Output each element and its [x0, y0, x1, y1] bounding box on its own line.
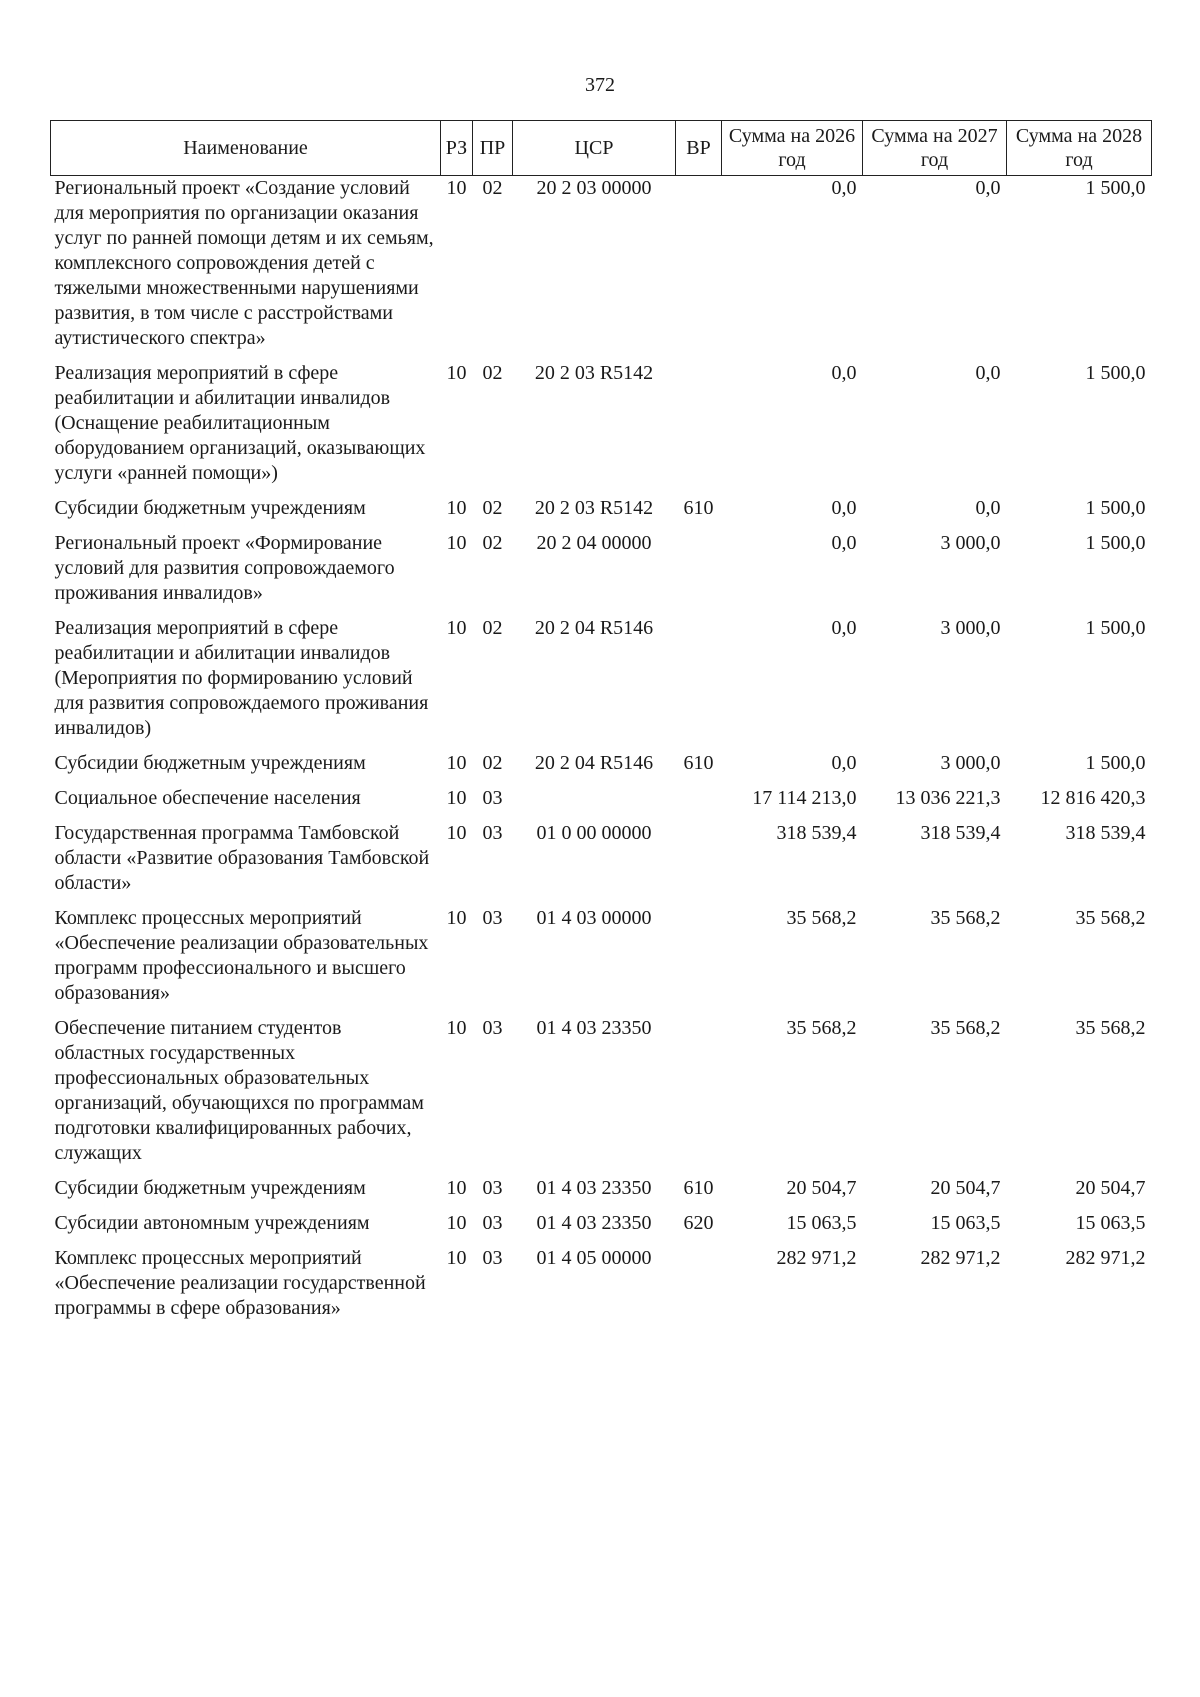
cell-vr [676, 821, 722, 906]
cell-rz: 10 [446, 907, 467, 929]
table-row [51, 616, 1152, 751]
cell-sum-2027: 13 036 221,3 [895, 787, 1001, 809]
header-row [51, 121, 1152, 176]
cell-pr: 02 [482, 497, 503, 519]
cell-rz: 10 [446, 1017, 467, 1039]
cell-sum-2027: 35 568,2 [930, 1017, 1001, 1039]
cell-sum-2027: 3 000,0 [940, 532, 1001, 554]
cell-sum-2026: 0,0 [831, 617, 857, 639]
cell-rz: 10 [446, 497, 467, 519]
header-csr: ЦСР [513, 121, 676, 176]
cell-csr: 01 4 03 23350 [536, 1017, 652, 1039]
budget-table [50, 120, 1152, 1331]
cell-sum-2026: 282 971,2 [776, 1247, 857, 1269]
cell-vr [676, 361, 722, 496]
table-row [51, 786, 1152, 821]
cell-rz: 10 [446, 532, 467, 554]
cell-pr: 03 [482, 1247, 503, 1269]
cell-csr: 01 4 03 23350 [536, 1177, 652, 1199]
cell-pr: 02 [482, 617, 503, 639]
cell-rz: 10 [446, 362, 467, 384]
cell-rz: 10 [446, 822, 467, 844]
cell-sum-2027: 20 504,7 [930, 1177, 1001, 1199]
cell-sum-2027: 3 000,0 [940, 752, 1001, 774]
cell-sum-2028: 1 500,0 [1085, 532, 1146, 554]
cell-sum-2026: 0,0 [831, 177, 857, 199]
cell-csr [513, 786, 676, 821]
table-row [51, 906, 1152, 1016]
table-row [51, 496, 1152, 531]
cell-sum-2026: 318 539,4 [776, 822, 857, 844]
cell-vr [676, 531, 722, 616]
cell-vr [676, 1246, 722, 1331]
cell-csr: 20 2 04 R5146 [534, 617, 654, 639]
header-sum-2028: Сумма на 2028 год [1007, 121, 1152, 176]
cell-pr: 03 [482, 787, 503, 809]
cell-sum-2028: 15 063,5 [1075, 1212, 1146, 1234]
cell-name: Региональный проект «Создание условий для мероприятия по организации оказания услуг по ранней помощи детям и их семьям, комплексного сопровождения детей с тяжелыми множественными нарушениями развития, в том числе с расстройствами аутистического спектра» [54, 177, 434, 349]
table-row [51, 1211, 1152, 1246]
header-pr: ПР [473, 121, 513, 176]
cell-sum-2027: 3 000,0 [940, 617, 1001, 639]
table-row [51, 1176, 1152, 1211]
cell-csr: 01 4 05 00000 [536, 1247, 652, 1269]
cell-vr [676, 616, 722, 751]
table-row [51, 176, 1152, 362]
cell-sum-2026: 0,0 [831, 532, 857, 554]
cell-name: Социальное обеспечение населения [54, 787, 361, 809]
cell-vr: 610 [683, 1177, 714, 1199]
cell-vr [676, 176, 722, 362]
cell-sum-2028: 282 971,2 [1065, 1247, 1146, 1269]
cell-sum-2027: 282 971,2 [920, 1247, 1001, 1269]
cell-name: Реализация мероприятий в сфере реабилитации и абилитации инвалидов (Оснащение реабилитационным оборудованием организаций, оказывающих услуги «ранней помощи») [54, 362, 426, 484]
cell-csr: 20 2 03 R5142 [534, 362, 654, 384]
cell-name: Комплекс процессных мероприятий «Обеспечение реализации государственной программы в сфере образования» [54, 1247, 426, 1319]
cell-name: Субсидии бюджетным учреждениям [54, 752, 366, 774]
cell-name: Субсидии автономным учреждениям [54, 1212, 370, 1234]
cell-csr: 01 0 00 00000 [536, 822, 652, 844]
cell-vr [676, 786, 722, 821]
header-sum-2027: Сумма на 2027 год [863, 121, 1007, 176]
cell-pr: 02 [482, 362, 503, 384]
cell-name: Комплекс процессных мероприятий «Обеспечение реализации образовательных программ профессионального и высшего образования» [54, 907, 429, 1004]
cell-sum-2028: 1 500,0 [1085, 362, 1146, 384]
cell-name: Региональный проект «Формирование условий для развития сопровождаемого проживания инвалидов» [54, 532, 395, 604]
cell-sum-2028: 318 539,4 [1065, 822, 1146, 844]
cell-pr: 03 [482, 822, 503, 844]
cell-csr: 20 2 03 R5142 [534, 497, 654, 519]
cell-rz: 10 [446, 1177, 467, 1199]
cell-rz: 10 [446, 752, 467, 774]
cell-sum-2026: 15 063,5 [786, 1212, 857, 1234]
header-name: Наименование [51, 121, 441, 176]
cell-sum-2028: 20 504,7 [1075, 1177, 1146, 1199]
cell-sum-2028: 12 816 420,3 [1040, 787, 1146, 809]
cell-sum-2027: 0,0 [975, 177, 1001, 199]
cell-sum-2027: 35 568,2 [930, 907, 1001, 929]
table-row [51, 821, 1152, 906]
table-row [51, 1016, 1152, 1176]
cell-sum-2026: 0,0 [831, 752, 857, 774]
cell-sum-2028: 1 500,0 [1085, 617, 1146, 639]
cell-sum-2026: 17 114 213,0 [752, 787, 857, 809]
cell-vr [676, 906, 722, 1016]
cell-rz: 10 [446, 1212, 467, 1234]
table-row [51, 531, 1152, 616]
cell-sum-2028: 1 500,0 [1085, 177, 1146, 199]
cell-csr: 20 2 03 00000 [536, 177, 652, 199]
cell-vr [676, 1016, 722, 1176]
cell-sum-2028: 35 568,2 [1075, 1017, 1146, 1039]
cell-pr: 02 [482, 752, 503, 774]
cell-name: Субсидии бюджетным учреждениям [54, 497, 366, 519]
cell-sum-2028: 1 500,0 [1085, 497, 1146, 519]
table-row [51, 751, 1152, 786]
cell-rz: 10 [446, 617, 467, 639]
cell-name: Реализация мероприятий в сфере реабилитации и абилитации инвалидов (Мероприятия по формированию условий для развития сопровождаемого проживания инвалидов) [54, 617, 429, 739]
header-sum-2026: Сумма на 2026 год [722, 121, 863, 176]
table-row [51, 1246, 1152, 1331]
cell-sum-2026: 35 568,2 [786, 1017, 857, 1039]
cell-rz: 10 [446, 787, 467, 809]
cell-csr: 01 4 03 23350 [536, 1212, 652, 1234]
cell-sum-2027: 15 063,5 [930, 1212, 1001, 1234]
cell-sum-2027: 318 539,4 [920, 822, 1001, 844]
table-header [51, 121, 1152, 176]
header-rz: РЗ [441, 121, 473, 176]
cell-pr: 02 [482, 532, 503, 554]
cell-csr: 20 2 04 R5146 [534, 752, 654, 774]
cell-rz: 10 [446, 1247, 467, 1269]
cell-name: Государственная программа Тамбовской области «Развитие образования Тамбовской области» [54, 822, 430, 894]
cell-sum-2027: 0,0 [975, 497, 1001, 519]
page-number: 372 [585, 74, 615, 96]
table-row [51, 361, 1152, 496]
cell-csr: 01 4 03 00000 [536, 907, 652, 929]
cell-pr: 03 [482, 907, 503, 929]
header-vr: ВР [676, 121, 722, 176]
cell-sum-2026: 0,0 [831, 362, 857, 384]
cell-pr: 03 [482, 1212, 503, 1234]
cell-sum-2027: 0,0 [975, 362, 1001, 384]
cell-pr: 03 [482, 1177, 503, 1199]
cell-sum-2026: 20 504,7 [786, 1177, 857, 1199]
cell-name: Обеспечение питанием студентов областных государственных профессиональных образовательных организаций, обучающихся по программам подготовки квалифицированных рабочих, служащих [54, 1017, 424, 1164]
cell-sum-2026: 0,0 [831, 497, 857, 519]
table-body [51, 176, 1152, 1332]
cell-sum-2028: 35 568,2 [1075, 907, 1146, 929]
cell-rz: 10 [446, 177, 467, 199]
cell-vr: 620 [683, 1212, 714, 1234]
cell-name: Субсидии бюджетным учреждениям [54, 1177, 366, 1199]
cell-sum-2026: 35 568,2 [786, 907, 857, 929]
cell-sum-2028: 1 500,0 [1085, 752, 1146, 774]
cell-csr: 20 2 04 00000 [536, 532, 652, 554]
cell-pr: 03 [482, 1017, 503, 1039]
cell-vr: 610 [683, 497, 714, 519]
cell-vr: 610 [683, 752, 714, 774]
cell-pr: 02 [482, 177, 503, 199]
